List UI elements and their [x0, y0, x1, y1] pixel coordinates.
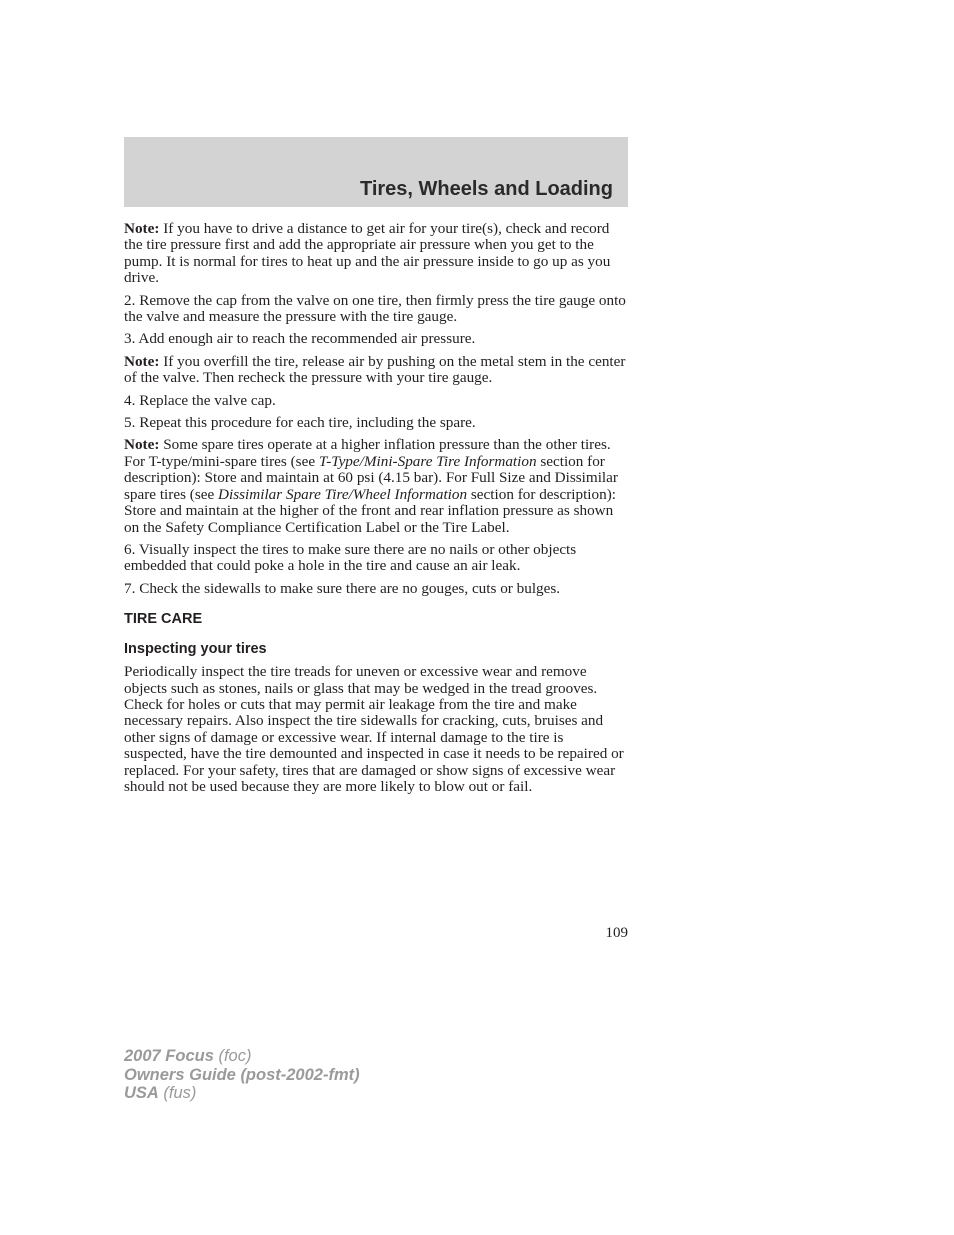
note-label: Note: [124, 352, 160, 370]
note-text: section for description): Store and maintain at the higher of the front and rear inflation pressure as shown on the Safety Compliance Certification Label or the Tire Label. [124, 485, 616, 536]
step-3: 3. Add enough air to reach the recommended air pressure. [124, 330, 476, 348]
step-7: 7. Check the sidewalls to make sure there are no gouges, cuts or bulges. [124, 579, 561, 597]
footer-code: (fus) [158, 1084, 197, 1102]
page-number: 109 [605, 925, 628, 941]
note-paragraph [124, 221, 628, 287]
page-title: Tires, Wheels and Loading [359, 178, 613, 200]
section-heading: TIRE CARE [124, 611, 203, 628]
step-2: 2. Remove the cap from the valve on one tire, then firmly press the tire gauge onto the valve and measure the pressure with the tire gauge. [124, 291, 626, 326]
cross-reference: T-Type/Mini-Spare Tire Information [318, 452, 537, 470]
note-label: Note: [124, 436, 160, 454]
step-6: 6. Visually inspect the tires to make sure there are no nails or other objects embedded that could poke a hole in the tire and cause an air leak. [124, 540, 577, 575]
footer-guide: Owners Guide (post-2002-fmt) [124, 1065, 360, 1084]
spare-tire-note [124, 437, 628, 535]
note-paragraph [124, 354, 628, 387]
footer-line [124, 1066, 360, 1085]
step-4: 4. Replace the valve cap. [124, 391, 276, 409]
note-text: Some spare tires operate at a higher inflation pressure than the other tires. For T-type/mini-spare tires (see [124, 436, 611, 470]
main-content [124, 221, 628, 801]
note-text: If you overfill the tire, release air by pushing on the metal stem in the center of the valve. Then recheck the pressure with your tire gauge. [124, 352, 626, 387]
note-label: Note: [124, 220, 160, 237]
footer-line [124, 1084, 360, 1103]
footer-market: USA [124, 1084, 159, 1102]
sub-heading: Inspecting your tires [124, 641, 267, 658]
step-5: 5. Repeat this procedure for each tire, including the spare. [124, 414, 476, 432]
footer-line [124, 1047, 360, 1066]
cross-reference: Dissimilar Spare Tire/Wheel Information [218, 485, 468, 503]
note-text: If you have to drive a distance to get air for your tire(s), check and record the tire pressure first and add the appropriate air pressure when you get to the pump. It is normal for tires to heat up and the air pressure inside to go up as you drive. [124, 220, 611, 287]
footer [124, 1047, 360, 1103]
footer-model: 2007 Focus [124, 1047, 214, 1065]
note-text: section for description): Store and maintain at 60 psi (4.15 bar). For Full Size and Dissimilar spare tires (see [124, 452, 618, 503]
header-band [124, 137, 628, 207]
body-paragraph: Periodically inspect the tire treads for uneven or excessive wear and remove objects such as stones, nails or glass that may be wedged in the tread grooves. Check for holes or cuts that may permit air leakage from the tire and make necessary repairs. Also inspect the tire sidewalls for cracking, cuts, bruises and other signs of damage or excessive wear. If internal damage to the tire is suspected, have the tire demounted and inspected in case it needs to be repaired or replaced. For your safety, tires that are damaged or show signs of excessive wear should not be used because they are more likely to blow out or fail. [124, 663, 624, 795]
footer-code: (foc) [213, 1047, 252, 1065]
